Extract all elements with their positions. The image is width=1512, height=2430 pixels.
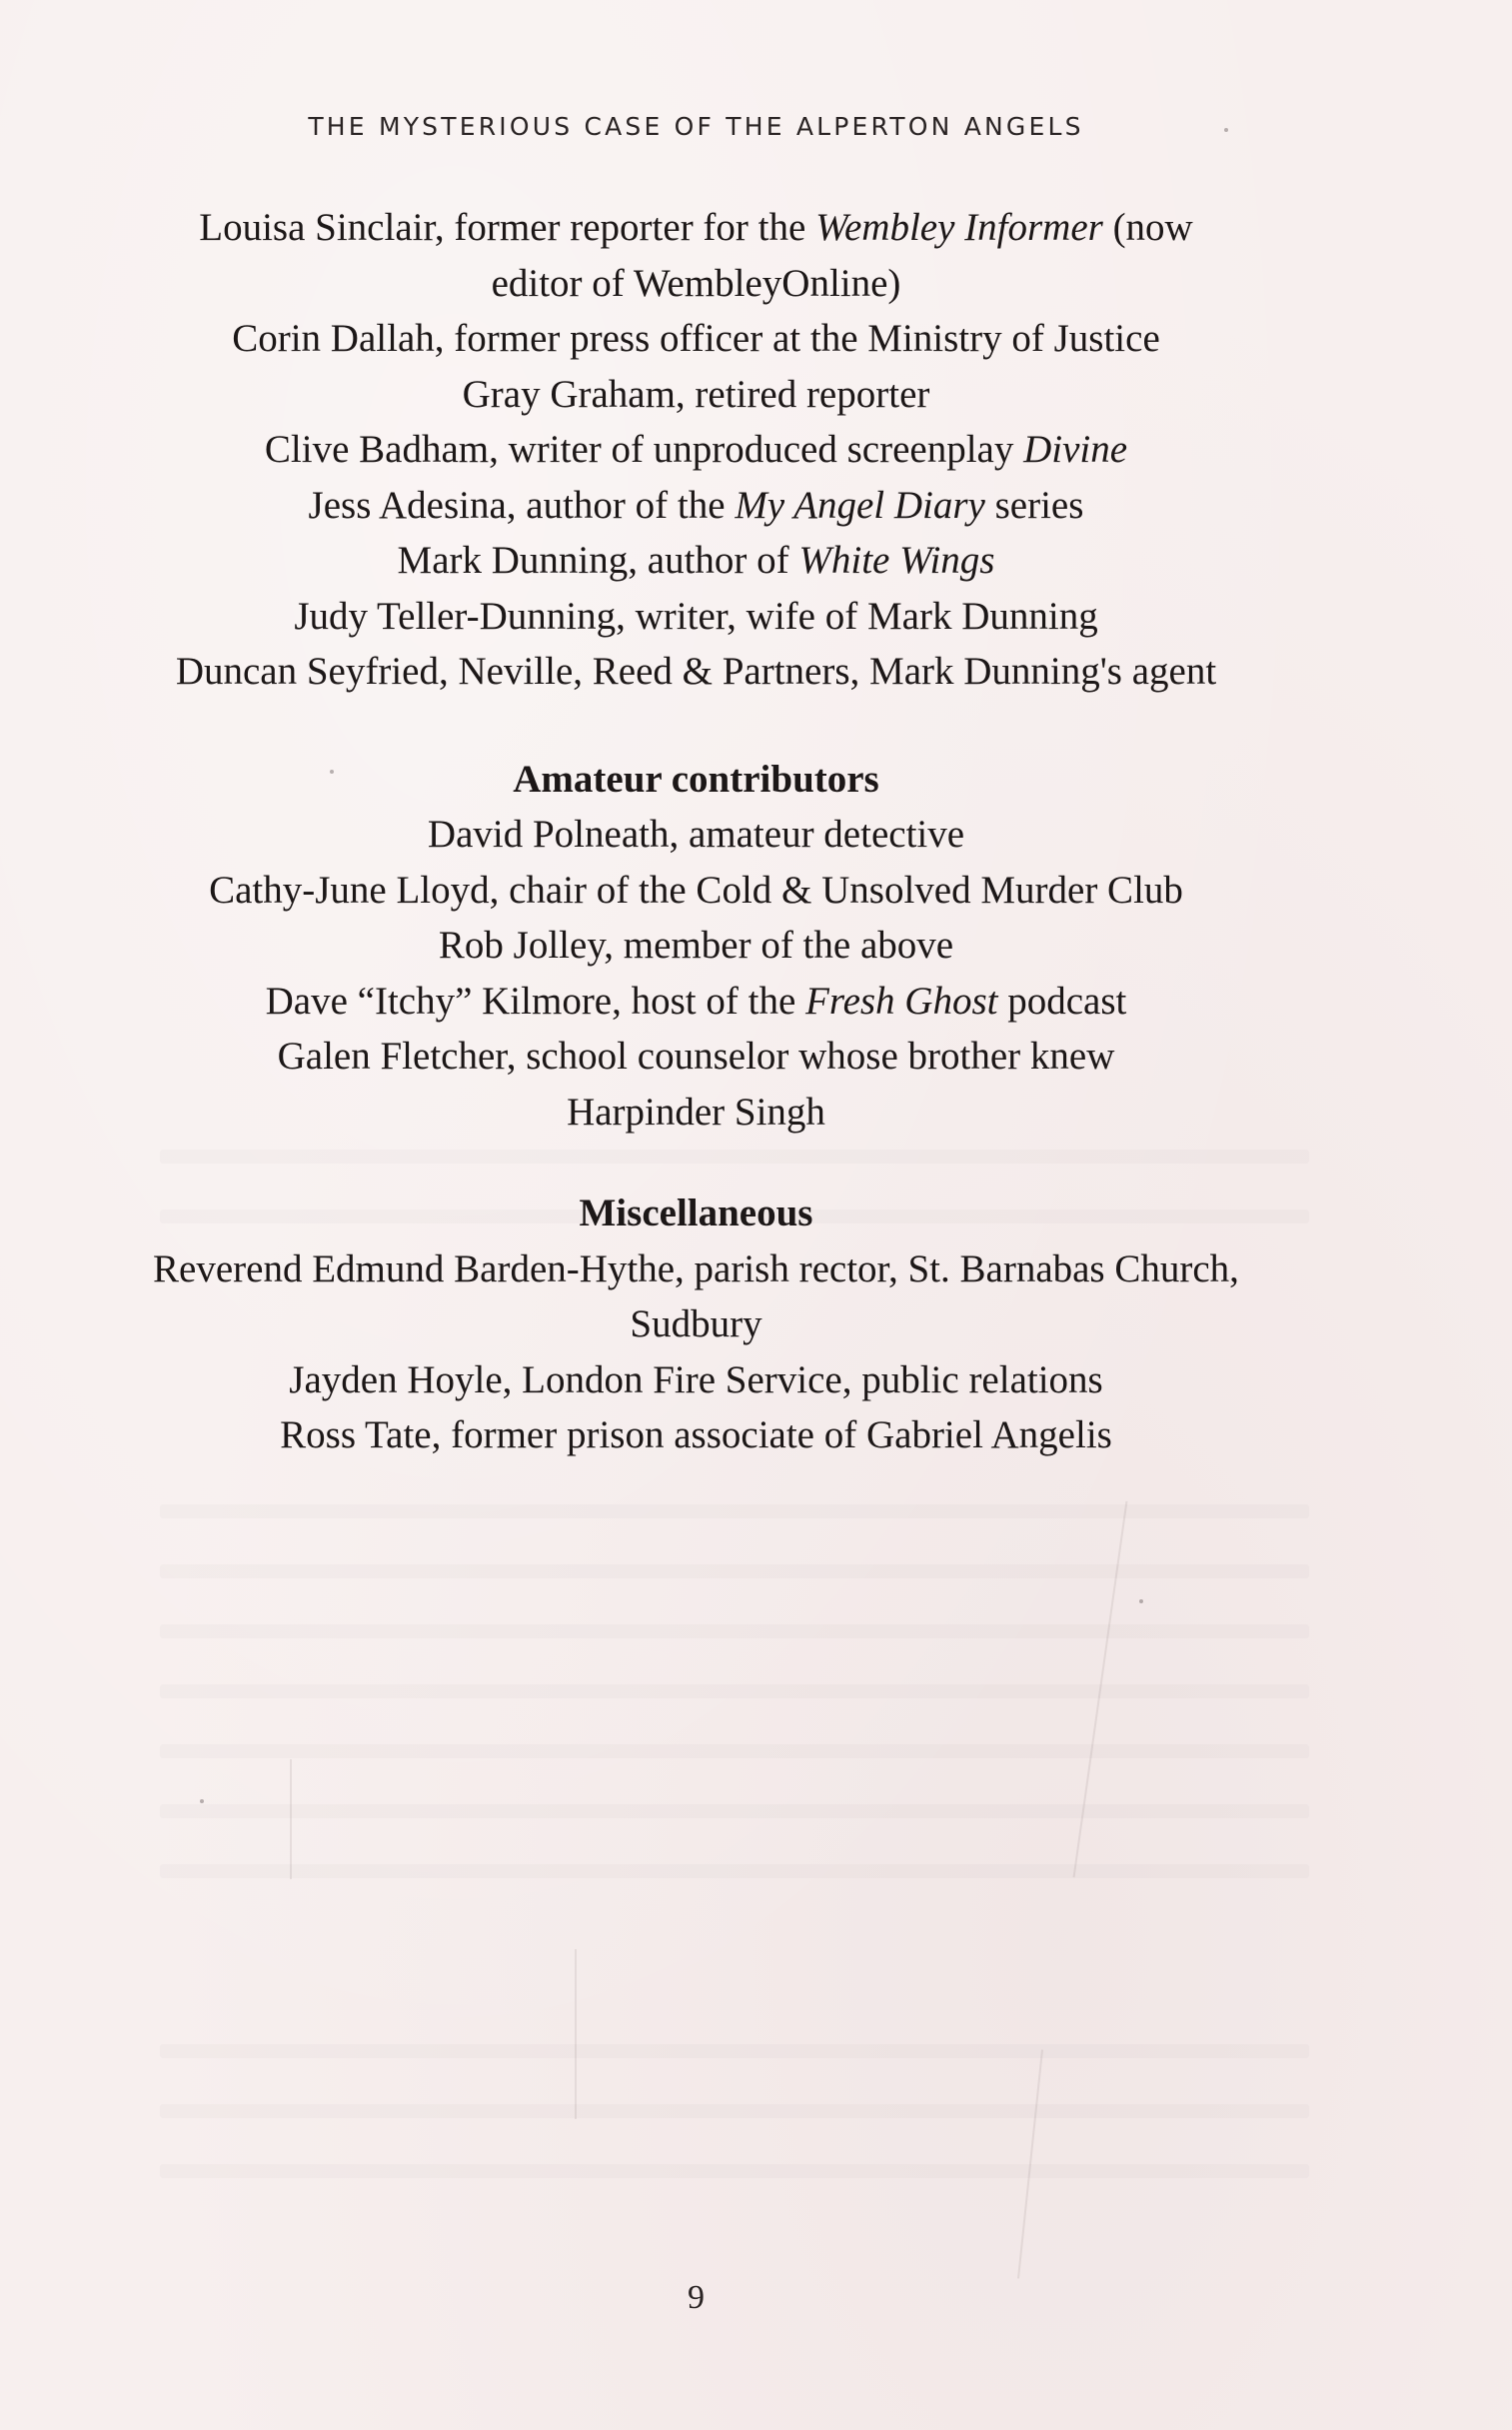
bleed-through-line	[160, 1564, 1309, 1578]
contributor-line: Sudbury	[630, 1302, 762, 1345]
press-contributors-section	[0, 200, 1392, 700]
bleed-through-line	[160, 2044, 1309, 2058]
section-heading: Miscellaneous	[579, 1192, 813, 1234]
bleed-through-line	[160, 2164, 1309, 2178]
contributor-line: Jayden Hoyle, London Fire Service, public relations	[289, 1357, 1103, 1401]
contributor-line: Gray Graham, retired reporter	[462, 372, 930, 416]
contributor-line: Mark Dunning, author of White Wings	[397, 539, 995, 582]
page-crease	[290, 1759, 292, 1879]
contributor-line: David Polneath, amateur detective	[427, 813, 965, 856]
bleed-through-line	[160, 1624, 1309, 1638]
page-number: 9	[688, 2279, 705, 2316]
contributor-line: Cathy-June Lloyd, chair of the Cold & Unsolved Murder Club	[209, 868, 1183, 912]
contributor-line: Reverend Edmund Barden-Hythe, parish rector, St. Barnabas Church,	[153, 1246, 1239, 1290]
bleed-through-line	[160, 1864, 1309, 1878]
contributor-line: Ross Tate, former prison associate of Gabriel Angelis	[280, 1413, 1112, 1456]
bleed-through-line	[160, 1744, 1309, 1758]
amateur-contributors-section	[0, 752, 1392, 1141]
contributor-line: Judy Teller-Dunning, writer, wife of Mark Dunning	[294, 594, 1098, 638]
section-heading: Amateur contributors	[513, 757, 879, 801]
contributor-line: Clive Badham, writer of unproduced screenplay Divine	[264, 428, 1128, 471]
running-header: THE MYSTERIOUS CASE OF THE ALPERTON ANGELS	[308, 112, 1084, 141]
contributor-line: editor of WembleyOnline)	[491, 261, 901, 305]
speck	[200, 1799, 204, 1803]
contributor-list	[0, 200, 1392, 1463]
bleed-through-line	[160, 1504, 1309, 1518]
contributor-line: Dave “Itchy” Kilmore, host of the Fresh Ghost podcast	[265, 979, 1127, 1023]
bleed-through-line	[160, 1684, 1309, 1698]
bleed-through-line	[160, 1804, 1309, 1818]
bleed-through-line	[160, 2104, 1309, 2118]
contributor-line: Duncan Seyfried, Neville, Reed & Partners, Mark Dunning's agent	[175, 650, 1217, 693]
contributor-line: Jess Adesina, author of the My Angel Diary series	[308, 483, 1084, 527]
miscellaneous-section	[0, 1186, 1392, 1463]
contributor-line: Louisa Sinclair, former reporter for the Wembley Informer (now	[199, 206, 1193, 249]
contributor-line: Corin Dallah, former press officer at the Ministry of Justice	[232, 317, 1160, 360]
speck	[1139, 1599, 1143, 1603]
page-crease	[575, 1949, 577, 2119]
contributor-line: Harpinder Singh	[567, 1090, 825, 1134]
contributor-line: Galen Fletcher, school counselor whose brother knew	[277, 1035, 1115, 1078]
contributor-line: Rob Jolley, member of the above	[438, 924, 954, 967]
